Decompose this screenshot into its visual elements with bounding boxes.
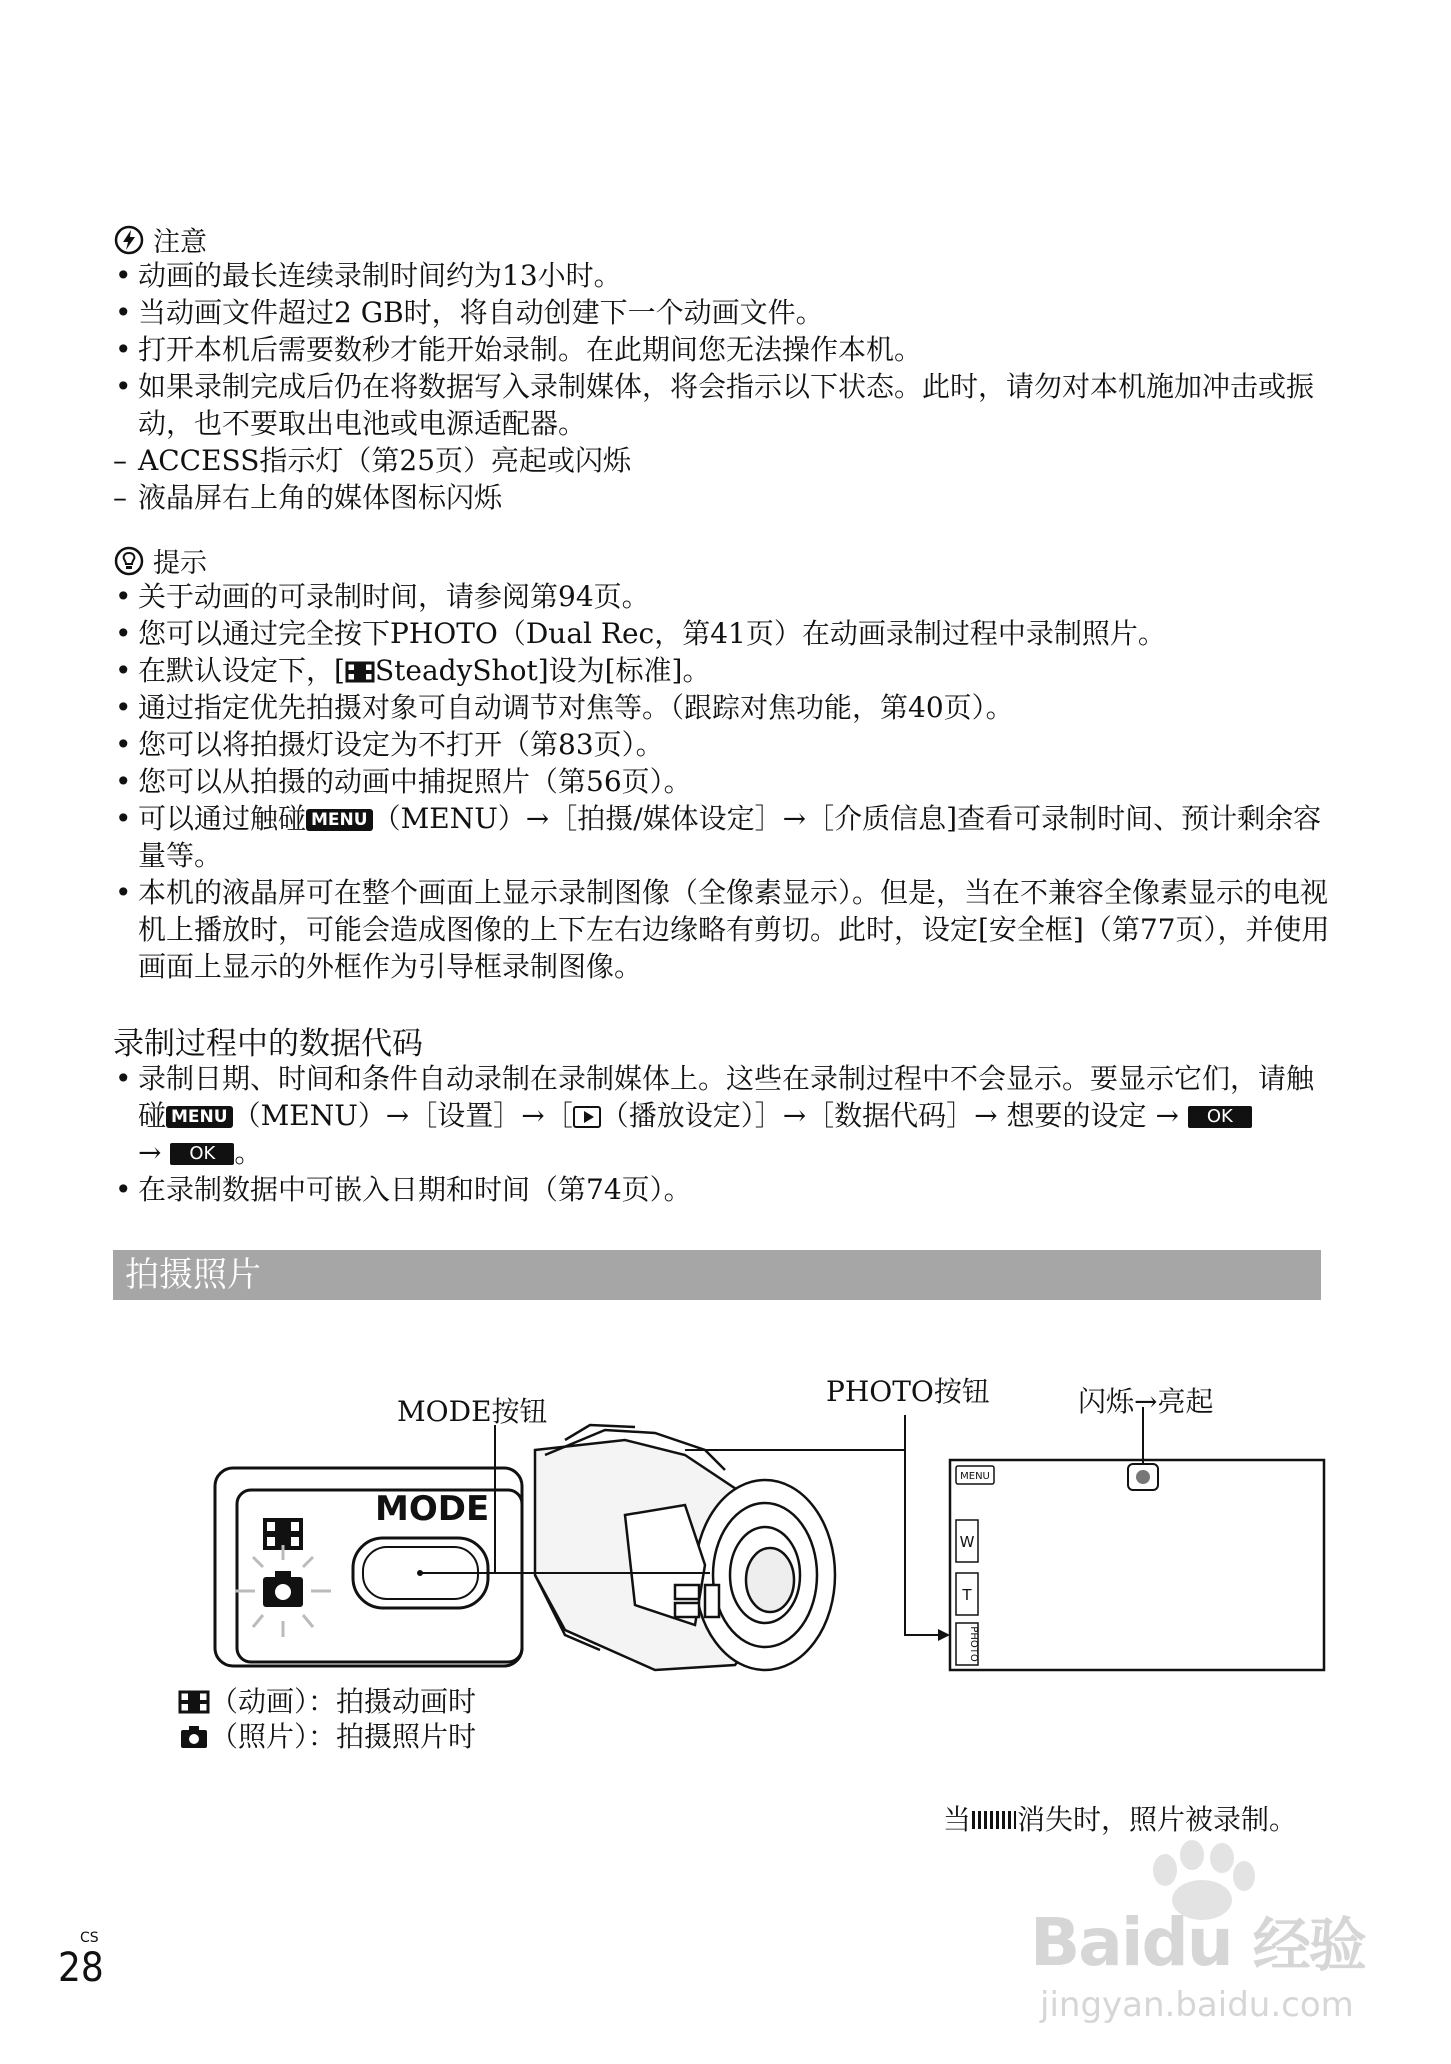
tips-list bbox=[113, 578, 1338, 985]
menu-badge: MENU bbox=[306, 809, 373, 831]
caution-item-3: • 打开本机后需要数秒才能开始录制。在此期间您无法操作本机。 bbox=[113, 331, 1338, 368]
caution-list bbox=[113, 257, 1338, 516]
tips-item-1: • 关于动画的可录制时间，请参阅第94页。 bbox=[113, 578, 1338, 615]
watermark-cn: 经验 bbox=[1252, 1911, 1365, 1979]
lightbulb-icon bbox=[113, 545, 145, 577]
movie-legend bbox=[178, 1680, 476, 1720]
page-language: CS bbox=[80, 1930, 99, 1946]
watermark-url: jingyan.baidu.com bbox=[1040, 1985, 1354, 2025]
movie-legend-icon bbox=[178, 1690, 210, 1714]
photo-legend bbox=[178, 1715, 476, 1755]
camera-illustration bbox=[205, 1395, 1335, 1695]
datacode-item-1-text-d: → bbox=[138, 1136, 162, 1169]
screen-photo-button: PHOTO bbox=[968, 1626, 979, 1662]
photo-recorded-text-b: 消失时，照片被录制。 bbox=[1017, 1803, 1298, 1836]
watermark-brand: Bai bbox=[1030, 1904, 1142, 1981]
tips-item-8: • 本机的液晶屏可在整个画面上显示录制图像（全像素显示）。但是，当在不兼容全像素显示的电视机上播放时，可能会造成图像的上下左右边缘略有剪切。此时，设定[安全框]（第77页），并使用画面上显示的外框作为引导框录制图像。 bbox=[113, 874, 1338, 985]
tips-item-4: • 通过指定优先拍摄对象可自动调节对焦等。（跟踪对焦功能，第40页）。 bbox=[113, 689, 1338, 726]
watermark-brand-2: du bbox=[1141, 1904, 1232, 1981]
tips-item-7-text-b: （MENU）→［拍摄/媒体设定］→［介质信息]查看可录制时间、预计剩余容量等。 bbox=[138, 802, 1322, 872]
tips-item-6: • 您可以从拍摄的动画中捕捉照片（第56页）。 bbox=[113, 763, 1338, 800]
screen-w-button: W bbox=[959, 1533, 975, 1551]
tips-item-5: • 您可以将拍摄灯设定为不打开（第83页）。 bbox=[113, 726, 1338, 763]
tips-item-3 bbox=[113, 652, 1338, 689]
datacode-item-1 bbox=[113, 1060, 1338, 1171]
tips-item-3-text-b: SteadyShot]设为[标准]。 bbox=[374, 654, 711, 687]
caution-subitem-2: – 液晶屏右上角的媒体图标闪烁 bbox=[113, 479, 1338, 516]
datacode-item-1-text-b: （MENU）→［设置］→［ bbox=[232, 1099, 573, 1132]
screen-t-button: T bbox=[962, 1586, 972, 1604]
playback-icon bbox=[573, 1106, 601, 1128]
tips-title: 提示 bbox=[153, 548, 207, 579]
mode-button-label: MODE按钮 bbox=[397, 1395, 548, 1428]
photo-legend-text: （照片）：拍摄照片时 bbox=[210, 1720, 477, 1753]
mode-text: MODE bbox=[375, 1489, 490, 1529]
lcd-screen bbox=[950, 1460, 1324, 1670]
blink-label: 闪烁→亮起 bbox=[1078, 1385, 1214, 1418]
tips-item-3-text-a: 在默认设定下，[ bbox=[138, 654, 345, 687]
record-indicator-icon bbox=[1136, 1470, 1150, 1484]
caution-subitem-1: – ACCESS指示灯（第25页）亮起或闪烁 bbox=[113, 442, 1338, 479]
photo-recorded-text-a: 当 bbox=[943, 1803, 972, 1836]
menu-badge-2: MENU bbox=[166, 1106, 233, 1128]
movie-legend-text: （动画）：拍摄动画时 bbox=[210, 1685, 477, 1718]
datacode-item-1-text-e: 。 bbox=[234, 1136, 263, 1169]
photo-recorded-note bbox=[943, 1798, 1297, 1838]
datacode-heading: 录制过程中的数据代码 bbox=[113, 1026, 423, 1062]
screen-menu-button: MENU bbox=[960, 1471, 990, 1482]
page-number: 28 bbox=[58, 1945, 104, 1991]
caution-item-1: • 动画的最长连续录制时间约为13小时。 bbox=[113, 257, 1338, 294]
photo-button-label: PHOTO按钮 bbox=[826, 1375, 990, 1408]
photo-legend-icon bbox=[178, 1725, 210, 1749]
baidu-watermark bbox=[1030, 1840, 1390, 2040]
ok-badge-1: OK bbox=[1188, 1106, 1252, 1128]
datacode-list bbox=[113, 1060, 1338, 1208]
film-icon bbox=[345, 660, 375, 684]
progress-bars-icon bbox=[971, 1809, 1017, 1831]
photo-section-band: 拍摄照片 bbox=[113, 1250, 1321, 1300]
datacode-item-1-text-c: （播放设定）］→［数据代码］→ 想要的设定 → bbox=[600, 1099, 1179, 1132]
caution-heading bbox=[113, 220, 207, 259]
tips-item-7 bbox=[113, 800, 1338, 874]
caution-item-4: • 如果录制完成后仍在将数据写入录制媒体，将会指示以下状态。此时，请勿对本机施加冲击或振动，也不要取出电池或电源适配器。 bbox=[113, 368, 1338, 442]
ok-badge-2: OK bbox=[170, 1143, 234, 1165]
tips-heading bbox=[113, 541, 207, 580]
datacode-item-2: • 在录制数据中可嵌入日期和时间（第74页）。 bbox=[113, 1171, 1338, 1208]
caution-icon bbox=[113, 224, 145, 256]
datacode-item-1-text-a: 录制日期、时间和条件自动录制在录制媒体上。这些在录制过程中不会显示。要显示它们，请触碰 bbox=[138, 1062, 1315, 1132]
tips-item-2: • 您可以通过完全按下PHOTO（Dual Rec，第41页）在动画录制过程中录制照片。 bbox=[113, 615, 1338, 652]
caution-item-2: • 当动画文件超过2 GB时，将自动创建下一个动画文件。 bbox=[113, 294, 1338, 331]
caution-title: 注意 bbox=[153, 227, 207, 258]
tips-item-7-text-a: 可以通过触碰 bbox=[138, 802, 307, 835]
camera-body bbox=[535, 1425, 835, 1670]
